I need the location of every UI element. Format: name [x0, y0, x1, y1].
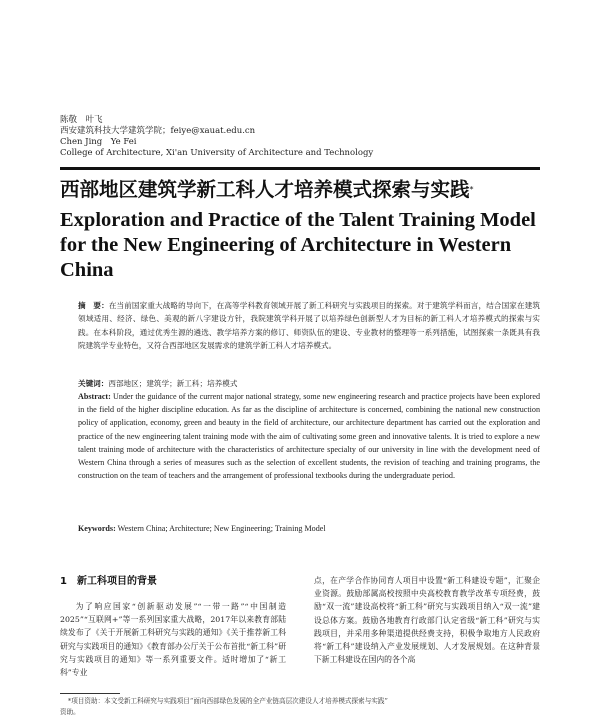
footnote-divider [60, 693, 120, 694]
author-names-en: Chen Jing Ye Fei [60, 137, 137, 147]
body-column-right: 点，在产学合作协同育人项目中设置“新工科建设专题”，汇聚企业资源。鼓励部属高校按照中央高校教育教学改革专项经费，鼓励“双一流”建设高校将“新工科”研究与实践项目纳入“双一流”建设总体方案。鼓励各地教育行政部门认定省级“新工科”研究与实践项目，并采用多种渠道提供经费支持，积极争取地方人民政府将“新工科”建设纳入产业发展规划、人才发展规划。在这种背景下新工科建设在国内的各个高 [314, 576, 540, 665]
footnote-line-2: 资助。 [60, 708, 80, 716]
title-cn-text: 西部地区建筑学新工科人才培养模式探索与实践 [60, 178, 470, 201]
title-cn [60, 177, 540, 203]
title-divider [60, 167, 540, 170]
keywords-en-text: Western China; Architecture; New Engineering; Training Model [117, 524, 326, 533]
section-heading: 1 新工科项目的背景 [60, 576, 157, 587]
abstract-cn-text: 在当前国家重大战略的导向下，在高等学科教育领域开展了新工科研究与实践项目的探索。对于建筑学科而言，结合国家在建筑领域适用、经济、绿色、美观的新八字建设方针，我院建筑学科开展了以培养绿色创新型人才为目标的新工科人才培养模式的探索与实践。在本科阶段，通过优秀生源的遴选、教学培养方案的修订、师资队伍的建设、专业教材的整理等一系列措施，试图探索一条既具有我院建筑学专业特色，又符合西部地区发展需求的建筑学新工科人才培养模式。 [78, 301, 540, 350]
title-en: Exploration and Practice of the Talent Training Model for the New Engineering of Architecture in Western China [60, 209, 536, 281]
keywords-cn-text: 西部地区；建筑学；新工科；培养模式 [108, 379, 238, 388]
footnote [60, 696, 540, 718]
keywords-cn [78, 378, 540, 389]
abstract-cn-label: 摘 要： [78, 301, 109, 310]
footnote-line-1: *项目资助：本文受新工科研究与实践项目“面向西部绿色发展的全产业链高层次建设人才培养模式探索与实践” [67, 697, 388, 705]
author-names-cn: 陈敬 叶飞 [60, 115, 103, 125]
author-affiliation-en: College of Architecture, Xi'an University of Architecture and Technology [60, 148, 374, 158]
abstract-en-text: Under the guidance of the current major national strategy, some new engineering research and practice projects have been explored in the field of the higher discipline education. As far as the discipline of architecture is concerned, combining the national new construction policy of application, economy, green and beauty in the field of architecture, our architecture department has carried out the exploration and practice of the new engineering talent training mode with the aim of cultivating some green and innovative talents. It is tried to explore a new talent training mode of architecture with the characteristics of architecture specialty of our university in line with the development need of Western China through a series of measures such as the selection of excellent students, the revision of teaching and training programs, the construction on the team of teachers and the arrangement of professional textbooks during the undergraduate period. [78, 392, 541, 481]
abstract-cn [78, 299, 540, 352]
keywords-cn-label: 关键词： [78, 379, 109, 388]
author-affiliation-cn: 西安建筑科技大学建筑学院；feiye@xauat.edu.cn [60, 126, 256, 136]
keywords-en [78, 523, 540, 534]
abstract-en-label: Abstract: [78, 392, 111, 401]
keywords-en-label: Keywords: [78, 524, 116, 533]
title-footnote-mark: * [469, 185, 474, 194]
author-block [60, 115, 540, 159]
body-column-left: 为了响应国家“创新驱动发展”“一带一路”“中国制造2025”“互联网+”等一系列国家重大战略，2017年以来教育部陆续发布了《关于开展新工科研究与实践的通知》《关于推荐新工科研究与实践项目的通知》《教育部办公厅关于公布首批“新工科”研究与实践项目的通知》等一系列重要文件。适时增加了“新工科”专业 [60, 602, 286, 678]
abstract-en [78, 390, 540, 482]
